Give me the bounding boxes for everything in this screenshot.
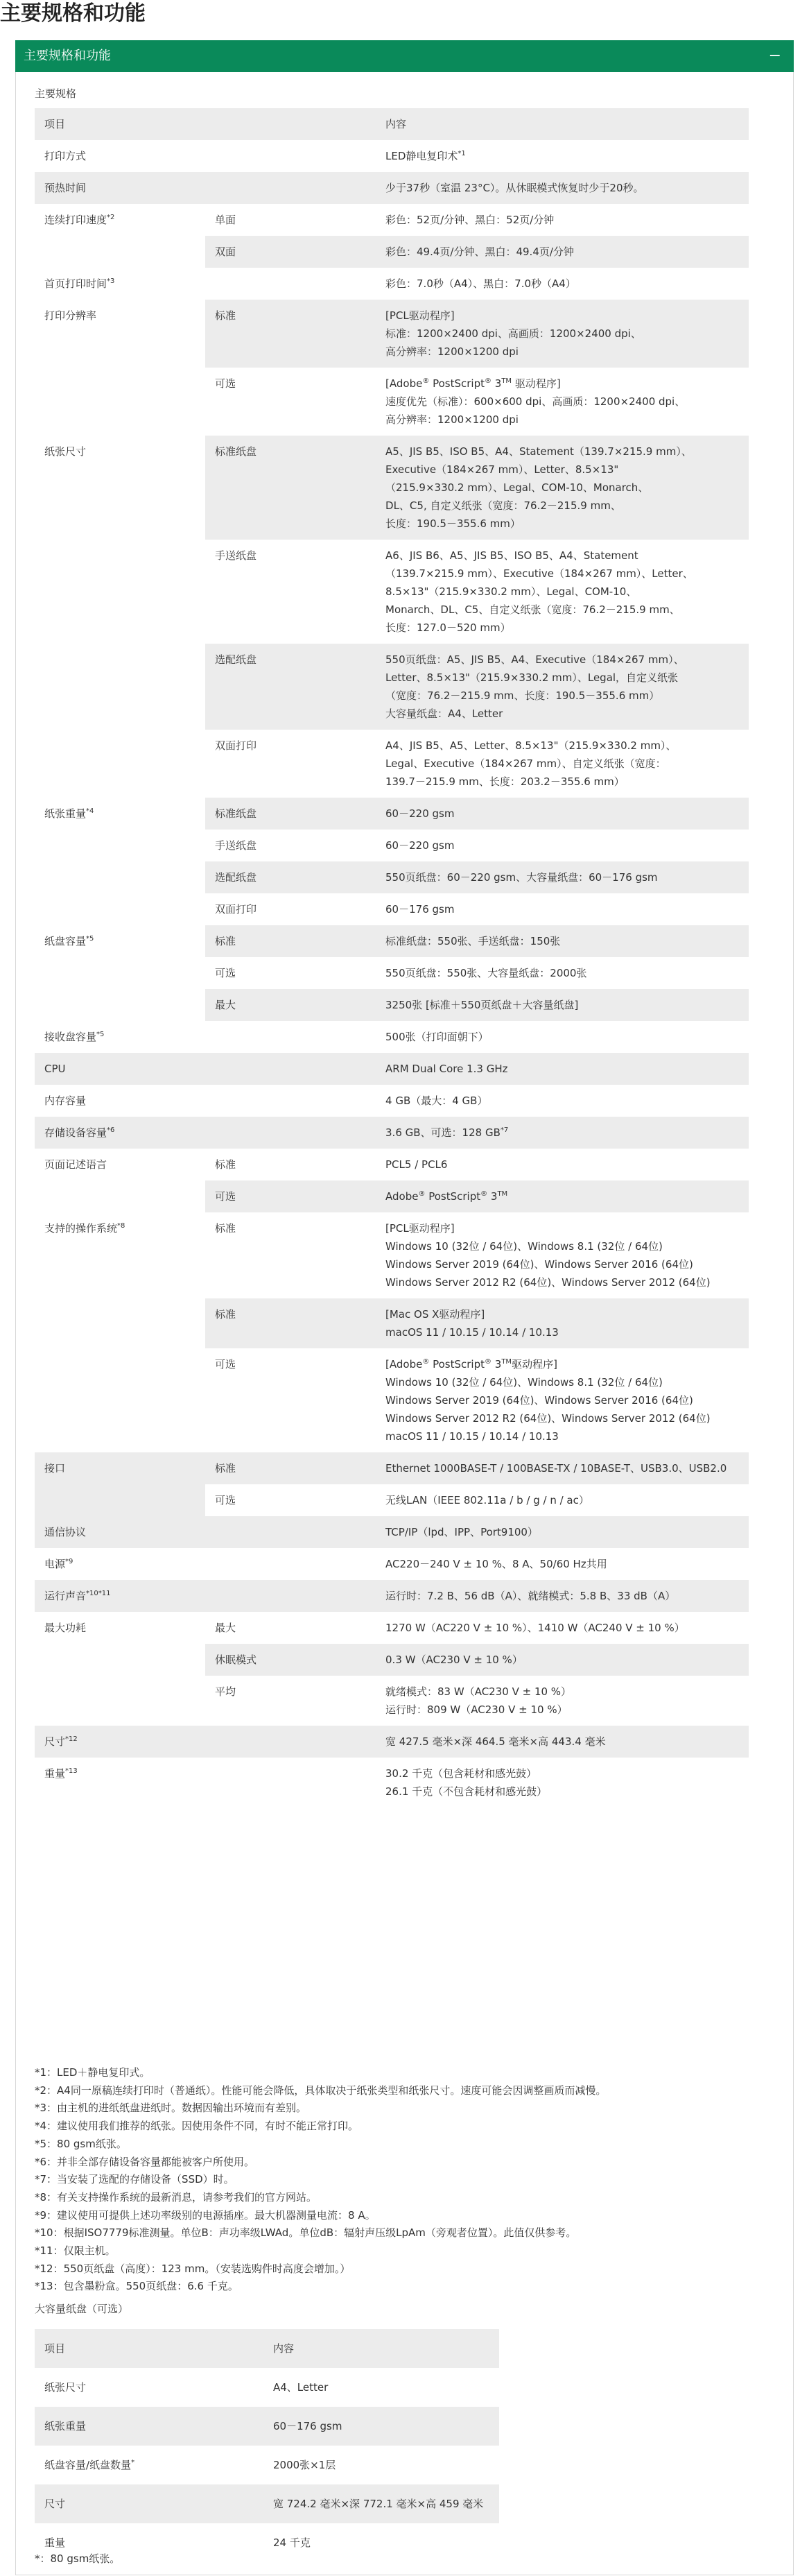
table-row: [35, 2484, 499, 2523]
row-sublabel: 手送纸盘: [215, 839, 257, 852]
row-sublabel: 可选: [215, 1358, 236, 1371]
header-item: 项目: [35, 2329, 263, 2368]
row-value: ARM Dual Core 1.3 GHz: [376, 1053, 749, 1085]
table-row: [35, 1516, 749, 1548]
row-sublabel: 标准纸盘: [205, 798, 376, 830]
table-row: [35, 436, 749, 540]
row-value: 宽 724.2 毫米×深 772.1 毫米×高 459 毫米: [263, 2484, 499, 2523]
row-label: 连续打印速度$^{*2}$: [35, 204, 205, 268]
header-content: 内容: [376, 108, 749, 140]
row-label: 纸盘容量/纸盘数量*: [44, 2459, 135, 2471]
row-sublabel: 标准: [205, 300, 376, 368]
footnote: *6：并非全部存储设备容量都能被客户所使用。: [35, 2155, 255, 2168]
row-value: A6、JIS B6、A5、JIS B5、ISO B5、A4、Statement （139.7×215.9 mm）、Executive（184×267 mm）、Letter、 8.5×13"（215.9×330.2 mm）、Legal、COM-10、 Monarch、DL、C5、自定义纸张（宽度：76.2－215.9 mm、 长度：127.0－520 mm）: [385, 549, 693, 634]
row-value: 彩色：7.0秒（A4）、黑白：7.0秒（A4）: [385, 277, 576, 290]
row-value: 4 GB（最大：4 GB）: [385, 1094, 488, 1107]
row-label: 最大功耗: [35, 1612, 205, 1726]
row-sublabel: 可选: [205, 1180, 376, 1212]
row-sublabel: 标准: [205, 1452, 376, 1484]
footnote: *8：有关支持操作系统的最新消息，请参考我们的官方网站。: [35, 2190, 317, 2204]
row-label: 尺寸$^{*12}$: [35, 1726, 376, 1758]
row-sublabel: 双面打印: [215, 739, 257, 752]
row-value: A5、JIS B5、ISO B5、A4、Statement（139.7×215.9 mm）、 Executive（184×267 mm）、Letter、8.5×13" （215.9×330.2 mm）、Legal、COM-10、Monarch、 DL、C5, 自定义纸张（宽度：76.2－215.9 mm、 长度：190.5－355.6 mm）: [376, 436, 749, 540]
table-row: [35, 2407, 499, 2446]
row-sublabel: 手送纸盘: [215, 549, 257, 562]
row-label: 纸张尺寸: [44, 2381, 87, 2394]
footnote: *2：A4同一原稿连续打印时（普通纸）。性能可能会降低，具体取决于纸张类型和纸张尺寸。速度可能会因调整画质而减慢。: [35, 2084, 607, 2097]
row-label: 接收盘容量$^{*5}$: [35, 1021, 376, 1053]
table-row: [35, 1548, 749, 1580]
row-value: [PCL驱动程序] 标准：1200×2400 dpi、高画质：1200×2400 dpi、 高分辨率：1200×1200 dpi: [376, 300, 749, 368]
row-value: [PCL驱动程序] Windows 10 (32位 / 64位)、Windows 8.1 (32位 / 64位) Windows Server 2019 (64位)、Windows Server 2016 (64位) Windows Server 2012 R2 (64位)、Windows Server 2012 (64位): [385, 1222, 711, 1289]
row-label: 预热时间: [35, 172, 376, 204]
row-value: 60－176 gsm: [385, 903, 455, 916]
row-value: 少于37秒（室温 23°C）。从休眠模式恢复时少于20秒。: [376, 172, 749, 204]
table-row: [35, 1053, 749, 1085]
table-header-row: [35, 108, 749, 140]
footnote: *9：建议使用可提供上述功率级别的电源插座。最大机器测量电流：8 A。: [35, 2208, 376, 2222]
row-label: 页面记述语言: [35, 1149, 205, 1212]
row-sublabel: 选配纸盘: [205, 644, 376, 730]
table-row: [35, 1726, 749, 1758]
optional-tray-title: 大容量纸盘（可选）: [35, 2303, 129, 2315]
row-value: [Adobe® PostScript® 3™驱动程序] Windows 10 (32位 / 64位)、Windows 8.1 (32位 / 64位) Windows Server 2019 (64位)、Windows Server 2016 (64位) Windows Server 2012 R2 (64位)、Windows Server 2012 (64位) macOS 11 / 10.15 / 10.14 / 10.13: [385, 1358, 711, 1443]
footnotes: [35, 2064, 606, 2296]
table-row: [35, 172, 749, 204]
footnote: *4：建议使用我们推荐的纸张。因使用条件不同，有时不能正常打印。: [35, 2120, 359, 2133]
row-value: 550页纸盘：550张、大容量纸盘：2000张: [385, 967, 587, 979]
row-label: 通信协议: [35, 1516, 376, 1548]
main-specs-table: [35, 108, 749, 1808]
footnote: *11：仅限主机。: [35, 2244, 116, 2258]
row-value: 3250张 [标准＋550页纸盘＋大容量纸盘]: [376, 989, 749, 1021]
row-sublabel: 最大: [215, 1622, 236, 1634]
row-value: 彩色：49.4页/分钟、黑白：49.4页/分钟: [376, 236, 749, 268]
table-row: [35, 1021, 749, 1053]
row-sublabel: 双面: [205, 236, 376, 268]
row-label: 重量: [44, 2536, 66, 2549]
row-sublabel: 标准: [215, 1222, 236, 1235]
row-value: 标准纸盘：550张、手送纸盘：150张: [376, 925, 749, 957]
row-value: 30.2 千克（包含耗材和感光鼓） 26.1 千克（不包含耗材和感光鼓）: [385, 1767, 548, 1798]
row-label: 支持的操作系统$^{*8}$: [35, 1212, 205, 1452]
row-label: CPU: [35, 1053, 376, 1085]
row-value: A4、Letter: [273, 2381, 329, 2394]
row-value: 就绪模式：83 W（AC230 V ± 10 %） 运行时：809 W（AC230 V ± 10 %）: [385, 1685, 572, 1716]
row-sublabel: 可选: [215, 377, 236, 390]
row-label: 首页打印时间$^{*3}$: [35, 268, 376, 300]
row-sublabel: 可选: [215, 967, 236, 979]
row-value: 550页纸盘：60－220 gsm、大容量纸盘：60－176 gsm: [376, 861, 749, 893]
table-row: [35, 798, 749, 830]
row-value: 彩色：52页/分钟、黑白：52页/分钟: [385, 214, 555, 226]
row-label: 存储设备容量$^{*6}$: [35, 1117, 376, 1149]
footnote: *12：550页纸盘（高度）：123 mm。（安装选购件时高度会增加。）: [35, 2262, 351, 2275]
row-label: 接口: [35, 1452, 205, 1516]
footnote: *3：由主机的进纸纸盘进纸时。数据因输出环境而有差别。: [35, 2102, 307, 2115]
footnote: *7：当安装了选配的存储设备（SSD）时。: [35, 2173, 234, 2186]
row-label: 运行声音$^{*10*11}$: [35, 1580, 376, 1612]
collapse-icon[interactable]: −: [768, 47, 781, 65]
row-label: 纸张重量$^{*4}$: [35, 798, 205, 925]
row-label: 重量$^{*13}$: [35, 1758, 376, 1808]
row-value: 1270 W（AC220 V ± 10 %）、1410 W（AC240 V ± 10 %）: [385, 1622, 685, 1634]
table-row: [35, 1580, 749, 1612]
table-row: [35, 1085, 749, 1117]
table-row: [35, 1212, 749, 1298]
optional-tray-table: [35, 2329, 499, 2562]
section-header-label: 主要规格和功能: [24, 49, 111, 63]
row-value: 60－220 gsm: [385, 839, 455, 852]
row-value: PCL5 / PCL6: [385, 1158, 448, 1171]
row-value: Ethernet 1000BASE-T / 100BASE-TX / 10BASE-T、USB3.0、USB2.0: [376, 1452, 749, 1484]
row-sublabel: 休眠模式: [205, 1644, 376, 1676]
row-sublabel: 双面打印: [215, 903, 257, 916]
table-row: [35, 2446, 499, 2484]
row-value: 60－176 gsm: [263, 2407, 499, 2446]
row-sublabel: 平均: [215, 1685, 236, 1698]
row-sublabel: 单面: [215, 214, 236, 226]
table-row: [35, 268, 749, 300]
row-sublabel: 标准: [205, 1298, 376, 1348]
header-content: 内容: [263, 2329, 499, 2368]
row-label: 尺寸: [35, 2484, 263, 2523]
row-sublabel: 标准: [205, 925, 376, 957]
row-label: 打印分辨率: [35, 300, 205, 436]
footnote: *10：根据ISO7779标准测量。单位B：声功率级LWAd。单位dB：辐射声压级LpAm（旁观者位置）。此值仅供参考。: [35, 2226, 577, 2240]
row-sublabel: 选配纸盘: [205, 861, 376, 893]
header-item: 项目: [35, 108, 376, 140]
row-value: A4、JIS B5、A5、Letter、8.5×13"（215.9×330.2 mm）、 Legal、Executive（184×267 mm）、自定义纸张（宽度： 139.7－215.9 mm、长度：203.2－355.6 mm）: [385, 739, 677, 788]
row-value: 2000张×1层: [273, 2459, 336, 2471]
row-value: 宽 427.5 毫米×深 464.5 毫米×高 443.4 毫米: [376, 1726, 749, 1758]
footnote: *5：80 gsm纸张。: [35, 2137, 127, 2150]
table-row: [35, 2368, 499, 2407]
table-row: [35, 925, 749, 957]
row-value: 550页纸盘：A5、JIS B5、A4、Executive（184×267 mm）、 Letter、8.5×13"（215.9×330.2 mm）、Legal，自定义纸张 （宽度：76.2－215.9 mm、长度：190.5－355.6 mm） 大容量纸盘：A4、Letter: [376, 644, 749, 730]
row-label: 纸盘容量$^{*5}$: [35, 925, 205, 1021]
row-value: Adobe® PostScript® 3™: [376, 1180, 749, 1212]
row-value: AC220－240 V ± 10 %、8 A、50/60 Hz共用: [385, 1558, 607, 1570]
footnote: *1：LED＋静电复印式。: [35, 2066, 150, 2079]
row-label: 纸张重量: [35, 2407, 263, 2446]
row-value: 0.3 W（AC230 V ± 10 %）: [376, 1644, 749, 1676]
row-label: 电源$^{*9}$: [35, 1548, 376, 1580]
row-value: 运行时：7.2 B、56 dB（A）、就绪模式：5.8 B、33 dB（A）: [376, 1580, 749, 1612]
section-header-bar[interactable]: [15, 40, 794, 72]
row-value: 500张（打印面朝下）: [385, 1031, 489, 1043]
row-value: 24 千克: [273, 2536, 311, 2549]
row-sublabel: 可选: [215, 1494, 236, 1506]
row-value: 3.6 GB、可选：128 GB$^{*7}$: [376, 1117, 749, 1149]
table-row: [35, 1149, 749, 1180]
table-row: [35, 1612, 749, 1644]
row-label: 纸张尺寸: [35, 436, 205, 798]
optional-tray-footnote: *：80 gsm纸张。: [35, 2552, 121, 2565]
table-header-row: [35, 2329, 499, 2368]
table-row: [35, 1452, 749, 1484]
row-value: TCP/IP（lpd、IPP、Port9100）: [376, 1516, 749, 1548]
row-value: 无线LAN（IEEE 802.11a / b / g / n / ac）: [385, 1494, 589, 1506]
row-label: 内存容量: [35, 1085, 376, 1117]
row-sublabel: 标准纸盘: [205, 436, 376, 540]
table-row: [35, 140, 749, 172]
footnote: *13：包含墨粉盒。550页纸盘：6.6 千克。: [35, 2280, 238, 2293]
table-row: [35, 204, 749, 236]
main-specs-title: 主要规格: [35, 87, 77, 100]
row-label: 打印方式: [35, 140, 376, 172]
row-sublabel: 标准: [215, 1158, 236, 1171]
table-row: [35, 1758, 749, 1808]
row-value: LED静电复印术$^{*1}$: [385, 150, 466, 162]
table-row: [35, 300, 749, 368]
table-row: [35, 1117, 749, 1149]
row-value: [Adobe® PostScript® 3™ 驱动程序] 速度优先（标准）：600×600 dpi、高画质：1200×2400 dpi、 高分辨率：1200×1200 dpi: [385, 377, 686, 426]
row-value: [Mac OS X驱动程序] macOS 11 / 10.15 / 10.14 / 10.13: [376, 1298, 749, 1348]
row-sublabel: 最大: [205, 989, 376, 1021]
page-title: 主要规格和功能: [0, 1, 146, 26]
row-value: 60－220 gsm: [376, 798, 749, 830]
